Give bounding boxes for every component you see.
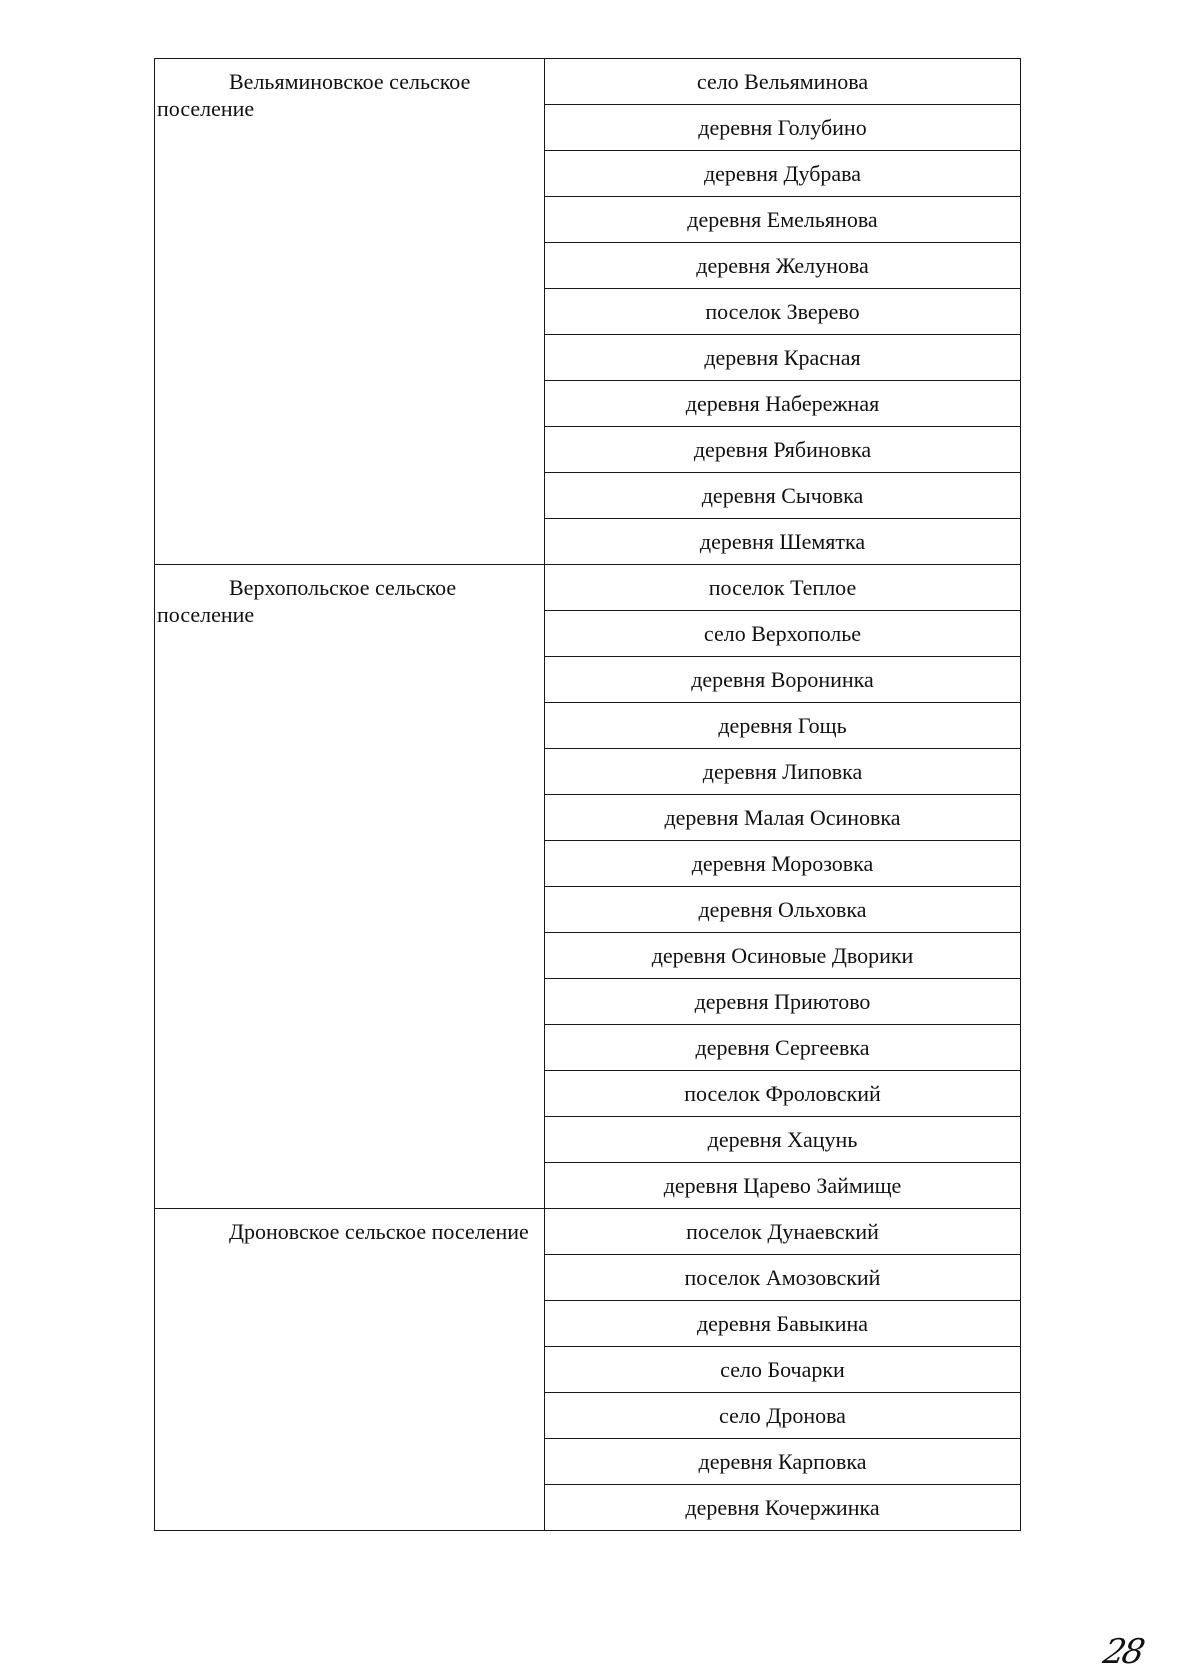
locality-name: деревня Дубрава bbox=[545, 151, 1021, 197]
locality-name: деревня Емельянова bbox=[545, 197, 1021, 243]
locality-name: село Бочарки bbox=[545, 1347, 1021, 1393]
locality-name: деревня Карповка bbox=[545, 1439, 1021, 1485]
locality-name: деревня Рябиновка bbox=[545, 427, 1021, 473]
locality-name: село Вельяминова bbox=[545, 59, 1021, 105]
locality-name: поселок Амозовский bbox=[545, 1255, 1021, 1301]
locality-name: поселок Дунаевский bbox=[545, 1209, 1021, 1255]
settlement-name: Вельяминовское сельское поселение bbox=[157, 69, 471, 121]
locality-name: село Верхополье bbox=[545, 611, 1021, 657]
locality-name: деревня Кочержинка bbox=[545, 1485, 1021, 1531]
locality-name: деревня Хацунь bbox=[545, 1117, 1021, 1163]
settlement-name-cell bbox=[155, 565, 545, 1209]
locality-name: поселок Фроловский bbox=[545, 1071, 1021, 1117]
locality-name: деревня Голубино bbox=[545, 105, 1021, 151]
locality-name: деревня Воронинка bbox=[545, 657, 1021, 703]
locality-name: деревня Морозовка bbox=[545, 841, 1021, 887]
locality-name: деревня Набережная bbox=[545, 381, 1021, 427]
settlement-name: Верхопольское сельское поселение bbox=[157, 575, 457, 627]
locality-name: село Дронова bbox=[545, 1393, 1021, 1439]
settlements-table bbox=[154, 58, 1021, 1531]
locality-name: деревня Гощь bbox=[545, 703, 1021, 749]
settlement-name-cell bbox=[155, 1209, 545, 1531]
locality-name: деревня Липовка bbox=[545, 749, 1021, 795]
table-row bbox=[155, 59, 1021, 105]
locality-name: деревня Красная bbox=[545, 335, 1021, 381]
locality-name: поселок Зверево bbox=[545, 289, 1021, 335]
locality-name: деревня Бавыкина bbox=[545, 1301, 1021, 1347]
locality-name: деревня Царево Займище bbox=[545, 1163, 1021, 1209]
table-row bbox=[155, 565, 1021, 611]
locality-name: деревня Сычовка bbox=[545, 473, 1021, 519]
table-row bbox=[155, 1209, 1021, 1255]
settlements-table-body bbox=[155, 59, 1021, 1531]
page-number: 28 bbox=[1099, 1632, 1146, 1672]
locality-name: деревня Сергеевка bbox=[545, 1025, 1021, 1071]
locality-name: деревня Шемятка bbox=[545, 519, 1021, 565]
settlement-name-cell bbox=[155, 59, 545, 565]
settlement-name: Дроновское сельское поселение bbox=[229, 1219, 529, 1244]
locality-name: деревня Ольховка bbox=[545, 887, 1021, 933]
locality-name: деревня Осиновые Дворики bbox=[545, 933, 1021, 979]
locality-name: деревня Малая Осиновка bbox=[545, 795, 1021, 841]
locality-name: поселок Теплое bbox=[545, 565, 1021, 611]
locality-name: деревня Приютово bbox=[545, 979, 1021, 1025]
locality-name: деревня Желунова bbox=[545, 243, 1021, 289]
